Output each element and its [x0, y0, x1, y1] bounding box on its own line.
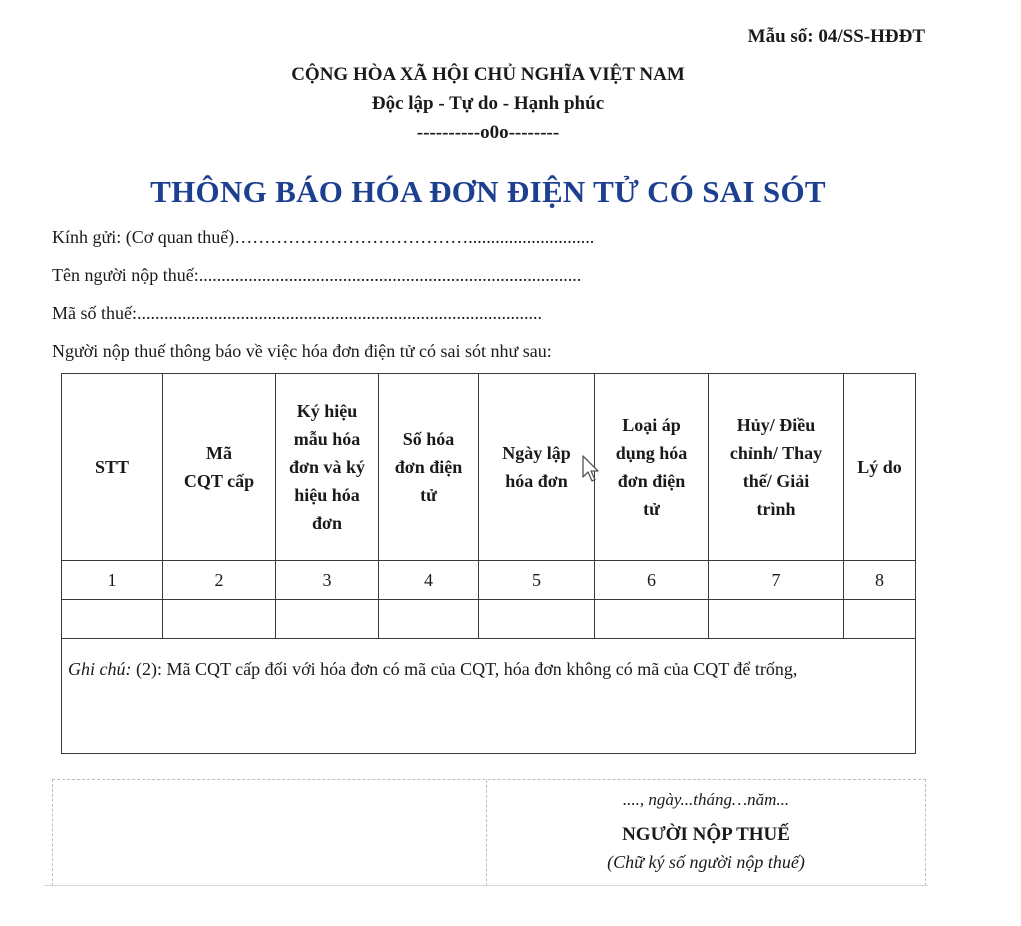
col-header-invoice-type: Loại áp dụng hóa đơn điện tử	[595, 374, 709, 561]
column-number: 8	[844, 561, 916, 600]
col-header-template-symbol: Ký hiệu mẫu hóa đơn và ký hiệu hóa đơn	[276, 374, 379, 561]
header-row	[62, 374, 916, 561]
empty-cell[interactable]	[276, 600, 379, 639]
mouse-pointer-icon	[582, 455, 600, 488]
date-line: ...., ngày...tháng…năm...	[622, 790, 790, 809]
column-number: 3	[276, 561, 379, 600]
signer-title: NGƯỜI NỘP THUẾ	[622, 824, 790, 845]
column-number-row	[62, 561, 916, 600]
note-text: (2): Mã CQT cấp đối với hóa đơn có mã của CQT, hóa đơn không có mã của CQT để trống,	[131, 659, 798, 679]
empty-cell[interactable]	[163, 600, 276, 639]
national-header	[0, 60, 976, 147]
separator: ----------o0o--------	[416, 122, 560, 143]
motto: Độc lập - Tự do - Hạnh phúc	[371, 93, 605, 114]
col-header-issue-date: Ngày lập hóa đơn	[479, 374, 595, 561]
col-header-reason: Lý do	[844, 374, 916, 561]
empty-cell[interactable]	[844, 600, 916, 639]
error-invoice-table	[61, 373, 916, 754]
col-header-cqt-code: Mã CQT cấp	[163, 374, 276, 561]
empty-cell[interactable]	[709, 600, 844, 639]
empty-cell[interactable]	[595, 600, 709, 639]
recipient-line: Kính gửi: (Cơ quan thuế)…………………………………............................	[52, 227, 595, 247]
country-name: CỘNG HÒA XÃ HỘI CHỦ NGHĨA VIỆT NAM	[291, 64, 685, 85]
column-number: 7	[709, 561, 844, 600]
signer-note: (Chữ ký số người nộp thuế)	[607, 852, 805, 872]
empty-cell[interactable]	[379, 600, 479, 639]
taxpayer-name-line: Tên người nộp thuế:.....................................................................................	[52, 265, 582, 285]
signature-area	[487, 780, 925, 873]
note-label: Ghi chú:	[68, 659, 132, 679]
col-header-action: Hủy/ Điều chỉnh/ Thay thế/ Giải trình	[709, 374, 844, 561]
column-number: 2	[163, 561, 276, 600]
column-number: 1	[62, 561, 163, 600]
tax-code-line: Mã số thuế:..........................................................................................	[52, 303, 542, 323]
signature-box	[52, 779, 926, 886]
col-header-stt: STT	[62, 374, 163, 561]
note-cell	[62, 639, 916, 754]
note-row	[62, 639, 916, 754]
empty-data-row	[62, 600, 916, 639]
empty-cell[interactable]	[479, 600, 595, 639]
column-number: 5	[479, 561, 595, 600]
document-title: THÔNG BÁO HÓA ĐƠN ĐIỆN TỬ CÓ SAI SÓT	[150, 174, 826, 209]
form-code: Mẫu số: 04/SS-HĐĐT	[747, 26, 925, 47]
column-number: 4	[379, 561, 479, 600]
col-header-invoice-number: Số hóa đơn điện tử	[379, 374, 479, 561]
intro-line: Người nộp thuế thông báo về việc hóa đơn điện tử có sai sót như sau:	[52, 341, 552, 361]
page-bottom-line	[44, 885, 928, 886]
column-number: 6	[595, 561, 709, 600]
empty-cell[interactable]	[62, 600, 163, 639]
